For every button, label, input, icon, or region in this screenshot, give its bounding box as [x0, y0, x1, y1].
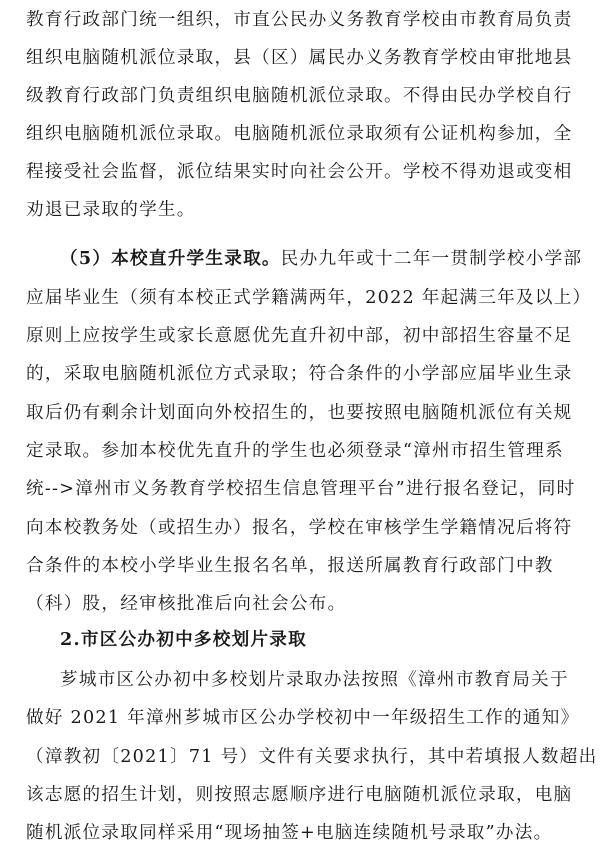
paragraph-heading: （5）本校直升学生录取。 — [60, 248, 281, 269]
text-line — [60, 247, 600, 271]
text-line: 合条件的本校小学毕业生报名名单，报送所属教育行政部门中教 — [26, 556, 554, 576]
text-line: 程接受社会监督，派位结果实时向社会公开。学校不得劝退或变相 — [26, 162, 573, 182]
text-line: 做好 2021 年漳州芗城市区公办学校初中一年级招生工作的通知》 — [26, 708, 580, 728]
text-line: 教育行政部门统一组织，市直公民办义务教育学校由市教育局负责 — [26, 10, 573, 30]
text-line: 组织电脑随机派位录取。电脑随机派位录取须有公证机构参加，全 — [26, 124, 573, 144]
text-line: 取后仍有剩余计划面向外校招生的，也要按照电脑随机派位有关规 — [26, 403, 573, 423]
section-heading: 2.市区公办初中多校划片录取 — [60, 629, 307, 650]
text-line: 该志愿的招生计划，则按照志愿顺序进行电脑随机派位录取，电脑 — [26, 785, 573, 805]
text-line: 统-->漳州市义务教育学校招生信息管理平台”进行报名登记，同时 — [26, 479, 576, 499]
text-line: 定录取。参加本校优先直升的学生也必须登录“漳州市招生管理系 — [26, 441, 564, 461]
text-line: 芗城市区公办初中多校划片录取办法按照《漳州市教育局关于 — [60, 670, 569, 690]
text-line: 原则上应按学生或家长意愿优先直升初中部，初中部招生容量不足 — [26, 326, 573, 346]
text-line: 向本校教务处（或招生办）报名，学校在审核学生学籍情况后将符 — [26, 518, 573, 538]
text-line: 劝退已录取的学生。 — [26, 200, 196, 220]
text-line: 组织电脑随机派位录取，县（区）属民办义务教育学校由审批地县 — [26, 48, 573, 68]
text-line: （漳教初〔2021〕71 号）文件有关要求执行，其中若填报人数超出 — [26, 747, 598, 767]
text-run: 民办九年或十二年一贯制学校小学部 — [280, 249, 583, 269]
text-line: （科）股，经审核批准后向社会公布。 — [26, 594, 347, 614]
text-line: 级教育行政部门负责组织电脑随机派位录取。不得由民办学校自行 — [26, 86, 573, 106]
text-line: 随机派位录取同样采用“现场抽签+电脑连续随机号录取”办法。 — [26, 823, 553, 843]
text-line: 应届毕业生（须有本校正式学籍满两年，2022 年起满三年及以上） — [26, 288, 592, 308]
text-line: 的，采取电脑随机派位方式录取；符合条件的小学部应届毕业生录 — [26, 364, 573, 384]
